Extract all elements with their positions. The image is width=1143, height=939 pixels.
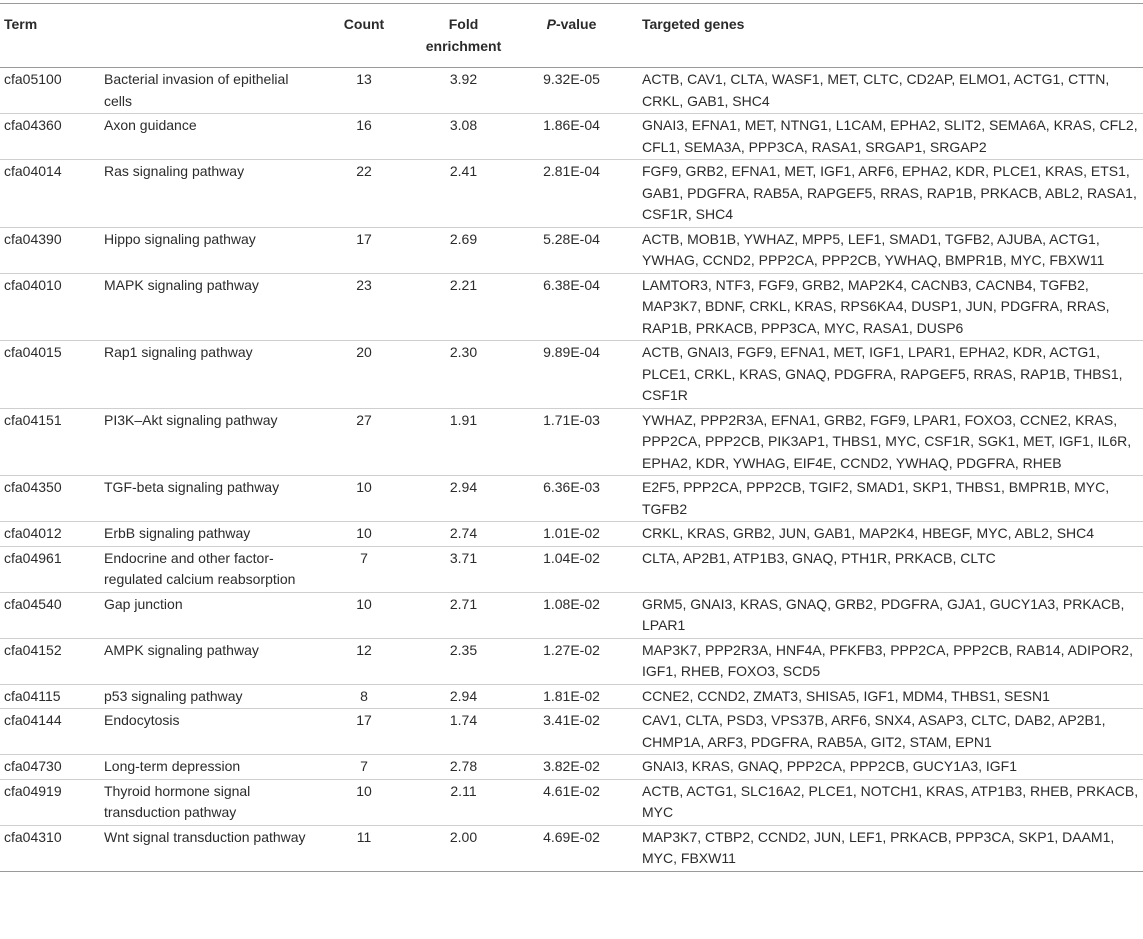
- table-body: [0, 68, 1143, 872]
- term-id: cfa04540: [4, 595, 62, 612]
- p-value: 1.08E-02: [543, 595, 600, 612]
- table-row: [0, 227, 1143, 273]
- table-row: [0, 408, 1143, 476]
- term-id: cfa04919: [4, 782, 62, 799]
- gene-count: 13: [356, 71, 372, 87]
- fold-enrichment: 2.11: [450, 782, 477, 799]
- targeted-genes: GRM5, GNAI3, KRAS, GNAQ, GRB2, PDGFRA, GJA1, GUCY1A3, PRKACB, LPAR1: [642, 595, 1125, 633]
- fold-enrichment: 2.41: [449, 163, 478, 179]
- table-header: [0, 4, 1143, 68]
- gene-count: 22: [356, 163, 372, 179]
- p-value: 9.32E-05: [543, 71, 600, 87]
- fold-enrichment: 2.21: [449, 276, 478, 293]
- header-row: [0, 4, 1143, 68]
- targeted-genes: MAP3K7, PPP2R3A, HNF4A, PFKFB3, PPP2CA, PPP2CB, RAB14, ADIPOR2, IGF1, RHEB, FOXO3, SCD5: [642, 641, 1133, 679]
- table-row: [0, 68, 1143, 114]
- fold-enrichment: 3.71: [449, 549, 478, 566]
- header-pvalue-p: P: [546, 16, 556, 32]
- term-description: Axon guidance: [104, 117, 197, 133]
- term-description: PI3K–Akt signaling pathway: [104, 411, 278, 428]
- gene-count: 16: [356, 117, 372, 133]
- table-row: [0, 825, 1143, 871]
- header-count: Count: [316, 4, 412, 68]
- targeted-genes: GNAI3, EFNA1, MET, NTNG1, L1CAM, EPHA2, SLIT2, SEMA6A, KRAS, CFL2, CFL1, SEMA3A, PPP3CA, RASA1, SRGAP1, SRGAP2: [642, 117, 1138, 155]
- gene-count: 10: [356, 479, 372, 495]
- fold-enrichment: 3.92: [449, 71, 478, 87]
- table-row: [0, 638, 1143, 684]
- term-id: cfa04151: [4, 411, 62, 428]
- term-description: Endocrine and other factor-regulated calcium reabsorption: [104, 549, 296, 587]
- table-row: [0, 160, 1143, 228]
- fold-enrichment: 2.94: [449, 687, 478, 704]
- p-value: 4.69E-02: [543, 828, 600, 845]
- term-id: cfa04015: [4, 344, 62, 360]
- gene-count: 20: [356, 344, 372, 360]
- table-row: [0, 546, 1143, 592]
- targeted-genes: MAP3K7, CTBP2, CCND2, JUN, LEF1, PRKACB, PPP3CA, SKP1, DAAM1, MYC, FBXW11: [642, 828, 1115, 866]
- table-row: [0, 709, 1143, 755]
- fold-enrichment: 1.91: [449, 411, 478, 428]
- table-row: [0, 341, 1143, 409]
- kegg-enrichment-table: [0, 3, 1143, 872]
- term-description: Ras signaling pathway: [104, 163, 245, 179]
- term-id: cfa05100: [4, 71, 62, 87]
- term-description: MAPK signaling pathway: [104, 276, 259, 293]
- term-id: cfa04310: [4, 828, 62, 845]
- fold-enrichment: 2.30: [449, 344, 478, 360]
- term-id: cfa04010: [4, 276, 62, 293]
- term-description: TGF-beta signaling pathway: [104, 479, 280, 495]
- gene-count: 17: [356, 230, 372, 247]
- targeted-genes: YWHAZ, PPP2R3A, EFNA1, GRB2, FGF9, LPAR1, FOXO3, CCNE2, KRAS, PPP2CA, PPP2CB, PIK3AP1, THBS1, MYC, CSF1R, SGK1, MET, IGF1, IL6R, EPHA2, KDR, YWHAG, EIF4E, CCND2, YWHAQ, PDGFRA, RHEB: [642, 411, 1132, 471]
- fold-enrichment: 2.35: [449, 641, 478, 658]
- term-description: Long-term depression: [104, 758, 241, 774]
- term-description: Endocytosis: [104, 712, 180, 728]
- header-targeted-genes: Targeted genes: [628, 4, 1143, 68]
- gene-count: 27: [356, 411, 372, 428]
- table-row: [0, 755, 1143, 780]
- term-id: cfa04014: [4, 163, 62, 179]
- term-description: Hippo signaling pathway: [104, 230, 256, 247]
- table-row: [0, 592, 1143, 638]
- gene-count: 7: [360, 758, 368, 774]
- p-value: 1.01E-02: [543, 525, 600, 541]
- term-description: Thyroid hormone signal transduction pathway: [104, 782, 251, 820]
- p-value: 5.28E-04: [543, 230, 600, 247]
- targeted-genes: CAV1, CLTA, PSD3, VPS37B, ARF6, SNX4, ASAP3, CLTC, DAB2, AP2B1, CHMP1A, ARF3, PDGFRA, RAB5A, GIT2, STAM, EPN1: [642, 712, 1106, 750]
- gene-count: 10: [356, 595, 372, 612]
- gene-count: 10: [356, 782, 372, 799]
- p-value: 9.89E-04: [543, 344, 600, 360]
- term-id: cfa04012: [4, 525, 62, 541]
- p-value: 3.41E-02: [543, 712, 600, 728]
- targeted-genes: E2F5, PPP2CA, PPP2CB, TGIF2, SMAD1, SKP1, THBS1, BMPR1B, MYC, TGFB2: [642, 479, 1110, 517]
- term-description: Gap junction: [104, 595, 183, 612]
- p-value: 4.61E-02: [543, 782, 600, 799]
- term-id: cfa04360: [4, 117, 62, 133]
- fold-enrichment: 2.00: [449, 828, 478, 845]
- targeted-genes: CRKL, KRAS, GRB2, JUN, GAB1, MAP2K4, HBEGF, MYC, ABL2, SHC4: [642, 525, 1095, 541]
- p-value: 1.04E-02: [543, 549, 600, 566]
- header-term: Term: [0, 4, 316, 68]
- term-description: Wnt signal transduction pathway: [104, 828, 306, 845]
- p-value: 3.82E-02: [543, 758, 600, 774]
- table-row: [0, 273, 1143, 341]
- fold-enrichment: 2.71: [449, 595, 478, 612]
- gene-count: 12: [356, 641, 372, 658]
- term-id: cfa04350: [4, 479, 62, 495]
- targeted-genes: FGF9, GRB2, EFNA1, MET, IGF1, ARF6, EPHA2, KDR, PLCE1, KRAS, ETS1, GAB1, PDGFRA, RAB5A, RAPGEF5, RRAS, RAP1B, PRKACB, ABL2, RASA1, CSF1R, SHC4: [642, 163, 1137, 222]
- p-value: 1.27E-02: [543, 641, 600, 658]
- term-description: AMPK signaling pathway: [104, 641, 259, 658]
- table-row: [0, 779, 1143, 825]
- targeted-genes: GNAI3, KRAS, GNAQ, PPP2CA, PPP2CB, GUCY1A3, IGF1: [642, 758, 1018, 774]
- term-description: Bacterial invasion of epithelial cells: [104, 71, 289, 109]
- targeted-genes: CLTA, AP2B1, ATP1B3, GNAQ, PTH1R, PRKACB, CLTC: [642, 549, 996, 566]
- p-value: 1.81E-02: [543, 687, 600, 704]
- p-value: 1.86E-04: [543, 117, 600, 133]
- term-id: cfa04115: [4, 687, 61, 704]
- p-value: 6.38E-04: [543, 276, 600, 293]
- targeted-genes: ACTB, ACTG1, SLC16A2, PLCE1, NOTCH1, KRAS, ATP1B3, RHEB, PRKACB, MYC: [642, 782, 1139, 820]
- table-row: [0, 114, 1143, 160]
- targeted-genes: LAMTOR3, NTF3, FGF9, GRB2, MAP2K4, CACNB3, CACNB4, TGFB2, MAP3K7, BDNF, CRKL, KRAS, RPS6KA4, DUSP1, JUN, PDGFRA, RRAS, RAP1B, PRKACB, PPP3CA, MYC, RASA1, DUSP6: [642, 276, 1110, 336]
- header-pvalue: [515, 4, 628, 68]
- gene-count: 10: [356, 525, 372, 541]
- gene-count: 11: [356, 828, 372, 845]
- term-id: cfa04390: [4, 230, 62, 247]
- targeted-genes: ACTB, CAV1, CLTA, WASF1, MET, CLTC, CD2AP, ELMO1, ACTG1, CTTN, CRKL, GAB1, SHC4: [642, 71, 1110, 109]
- fold-enrichment: 2.69: [449, 230, 478, 247]
- table-row: [0, 476, 1143, 522]
- fold-enrichment: 2.94: [449, 479, 478, 495]
- p-value: 1.71E-03: [543, 411, 600, 428]
- term-id: cfa04152: [4, 641, 62, 658]
- table-row: [0, 684, 1143, 709]
- term-description: ErbB signaling pathway: [104, 525, 251, 541]
- p-value: 2.81E-04: [543, 163, 600, 179]
- table-row: [0, 522, 1143, 547]
- gene-count: 17: [356, 712, 372, 728]
- fold-enrichment: 2.74: [449, 525, 478, 541]
- term-id: cfa04144: [4, 712, 62, 728]
- fold-enrichment: 2.78: [449, 758, 478, 774]
- term-id: cfa04730: [4, 758, 62, 774]
- term-description: Rap1 signaling pathway: [104, 344, 253, 360]
- targeted-genes: ACTB, MOB1B, YWHAZ, MPP5, LEF1, SMAD1, TGFB2, AJUBA, ACTG1, YWHAG, CCND2, PPP2CA, PPP2CB, YWHAQ, BMPR1B, MYC, FBXW11: [642, 230, 1105, 268]
- fold-enrichment: 3.08: [449, 117, 478, 133]
- header-fold-enrichment: Fold enrichment: [412, 4, 515, 68]
- targeted-genes: ACTB, GNAI3, FGF9, EFNA1, MET, IGF1, LPAR1, EPHA2, KDR, ACTG1, PLCE1, CRKL, KRAS, GNAQ, PDGFRA, RAPGEF5, RRAS, RAP1B, THBS1, CSF1R: [642, 344, 1123, 403]
- gene-count: 8: [360, 687, 368, 704]
- gene-count: 23: [356, 276, 372, 293]
- header-pvalue-suffix: -value: [555, 16, 597, 32]
- gene-count: 7: [360, 549, 368, 566]
- term-id: cfa04961: [4, 549, 62, 566]
- p-value: 6.36E-03: [543, 479, 600, 495]
- targeted-genes: CCNE2, CCND2, ZMAT3, SHISA5, IGF1, MDM4, THBS1, SESN1: [642, 687, 1050, 704]
- term-description: p53 signaling pathway: [104, 687, 243, 704]
- fold-enrichment: 1.74: [449, 712, 478, 728]
